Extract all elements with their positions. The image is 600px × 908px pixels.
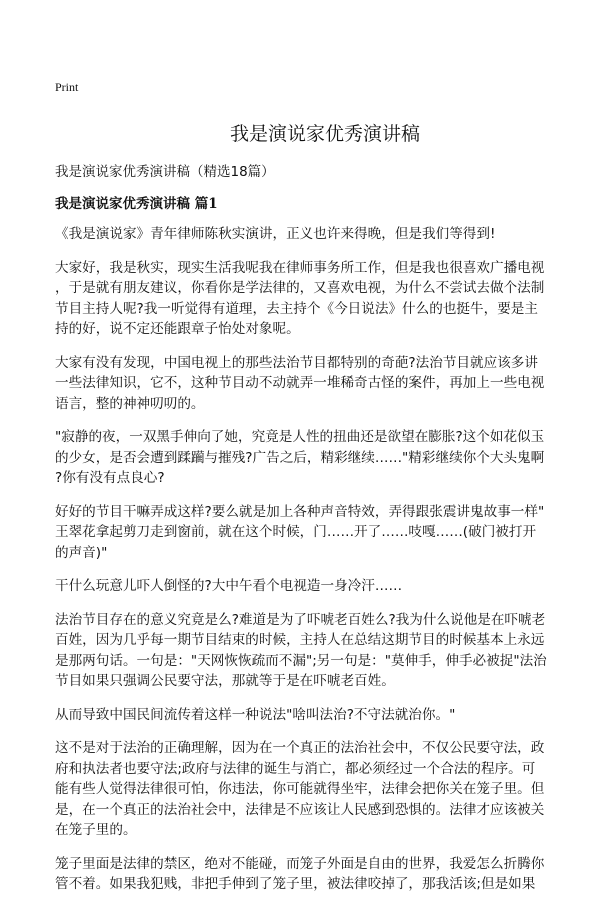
paragraph <box>55 224 555 245</box>
paragraph-line: 能有些人觉得法律很可怕，你违法，你可能就得坐牢，法律会把你关在笼子里。但 <box>55 781 545 797</box>
document-page <box>55 80 555 908</box>
paragraph <box>55 854 555 895</box>
paragraph-line: 百姓，因为几乎每一期节目结束的时候，主持人在总结这期节目的时候基本上永远 <box>55 632 545 648</box>
document-body <box>55 224 555 895</box>
paragraph-line: 是，在一个真正的法治社会中，法律是不应该让人民感到恐惧的。法律才应该被关 <box>55 801 545 818</box>
paragraph <box>55 427 555 489</box>
paragraph-line: ，于是就有朋友建议，你看你是学法律的，又喜欢电视，为什么不尝试去做个法制 <box>55 280 545 296</box>
paragraph-line: 好好的节目干嘛弄成这样?要么就是加上各种声音特效，弄得跟张震讲鬼故事一样" <box>55 503 545 520</box>
document-title: 我是演说家优秀演讲稿 <box>229 123 420 145</box>
paragraph-line: 大家好，我是秋实，现实生活我呢我在律师事务所工作，但是我也很喜欢广播电视 <box>55 259 545 276</box>
paragraph-line: 语言，整的神神叨叨的。 <box>55 395 205 412</box>
section-heading: 我是演说家优秀演讲稿 篇1 <box>55 196 218 212</box>
paragraph-line: 干什么玩意儿吓人倒怪的?大中午看个电视造一身冷汗…… <box>55 578 403 594</box>
paragraph-line: 府和执法者也要守法;政府与法律的诞生与消亡，都必须经过一个合法的程序。可 <box>55 760 536 777</box>
paragraph-line: 《我是演说家》青年律师陈秋实演讲，正义也许来得晚，但是我们等得到! <box>55 226 496 242</box>
document-subtitle: 我是演说家优秀演讲稿（精选18篇） <box>55 164 275 180</box>
paragraph-line: 的少女，是否会遭到蹂躏与摧残?广告之后，精彩继续……"精彩继续你个大头鬼啊 <box>55 449 545 466</box>
paragraph-line: "寂静的夜，一双黑手伸向了她，究竟是人性的扭曲还是欲望在膨胀?这个如花似玉 <box>55 429 545 445</box>
paragraph-line: 持的好，说不定还能跟章子怡处对象呢。 <box>55 321 300 337</box>
paragraph-line: 一些法律知识，它不，这种节目动不动就弄一堆稀奇古怪的案件，再加上一些电视 <box>55 375 545 391</box>
paragraph-line: 这不是对于法治的正确理解，因为在一个真正的法治社会中，不仅公民要守法，政 <box>55 740 545 756</box>
paragraph-line: 从而导致中国民间流传着这样一种说法"啥叫法治?不守法就治你。" <box>55 706 456 723</box>
paragraph-line: 节目如果只强调公民要守法，那就等于是在吓唬老百姓。 <box>55 673 395 689</box>
paragraph-line: 是那两句话。一句是："天网恢恢疏而不漏";另一句是："莫伸手，伸手必被捉"法治 <box>55 652 547 669</box>
paragraph <box>55 502 555 564</box>
paragraph <box>55 610 555 692</box>
paragraph-line: 管不着。如果我犯贱，非把手伸到了笼子里，被法律咬掉了，那我活该;但是如果 <box>55 876 536 892</box>
paragraph <box>55 353 555 415</box>
paragraph-line: ?你有没有点良心? <box>55 470 165 486</box>
paragraph-line: 节目主持人呢?我一听觉得有道理，去主持个《今日说法》什么的也挺牛，要是主 <box>55 300 538 317</box>
paragraph-line: 大家有没有发现，中国电视上的那些法治节目都特别的奇葩?法治节目就应该多讲 <box>55 354 538 371</box>
paragraph <box>55 576 555 597</box>
paragraph-line: 在笼子里的。 <box>55 822 137 838</box>
paragraph-line: 笼子里面是法律的禁区，绝对不能碰，而笼子外面是自由的世界，我爱怎么折腾你 <box>55 855 545 872</box>
paragraph <box>55 705 555 726</box>
paragraph <box>55 258 555 340</box>
paragraph-line: 的声音)" <box>55 544 108 561</box>
print-label[interactable]: Print <box>55 80 79 94</box>
paragraph-line: 王翠花拿起剪刀走到窗前，就在这个时候，门……开了……吱嘎……(破门被打开 <box>55 524 537 540</box>
paragraph-line: 法治节目存在的意义究竟是么?难道是为了吓唬老百姓么?我为什么说他是在吓唬老 <box>55 611 546 628</box>
paragraph <box>55 738 555 841</box>
